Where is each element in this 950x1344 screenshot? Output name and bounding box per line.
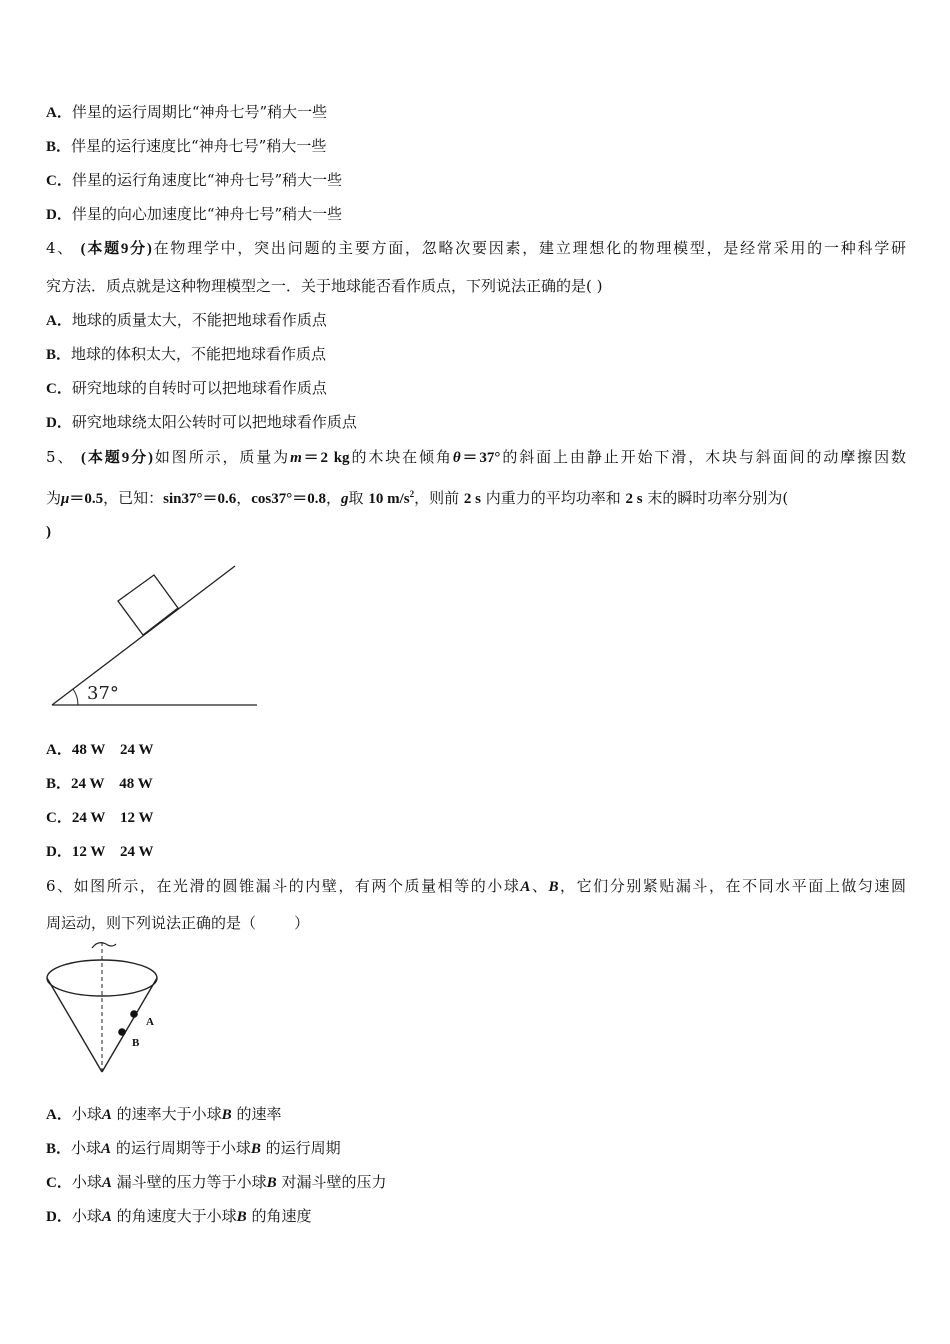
q5-text: 如图所示，质量为 — [153, 448, 291, 466]
ball-b — [118, 1028, 126, 1036]
q5-mass-value: ＝2 kg — [301, 450, 350, 466]
option-text: 小球 — [71, 1207, 102, 1225]
option-text: 24 W 48 W — [71, 776, 153, 792]
incline-figure — [40, 560, 300, 720]
q3-option-a — [46, 102, 327, 123]
option-text: 地球的体积太大，不能把地球看作质点 — [71, 345, 327, 363]
funnel-figure — [42, 938, 172, 1078]
angle-arc — [73, 689, 78, 705]
q5-option-c — [46, 807, 154, 828]
q5-time-1: 2 s — [463, 491, 481, 507]
q5-g-value: 10 m/s — [368, 491, 410, 507]
q5-text: ，则前 — [414, 489, 460, 507]
q6-option-b — [46, 1138, 341, 1159]
q5-text: 末的瞬时功率分别为( — [647, 489, 789, 507]
option-letter: A． — [46, 313, 72, 329]
option-text: 24 W 12 W — [71, 810, 154, 826]
option-var: B — [250, 1141, 261, 1157]
q4-stem-line1 — [46, 238, 906, 259]
q3-option-c — [46, 170, 342, 191]
option-text: 的速率大于小球 — [116, 1105, 222, 1123]
option-text: 48 W 24 W — [71, 742, 154, 758]
option-letter: B． — [46, 1141, 72, 1157]
q4-option-d — [46, 412, 357, 433]
option-letter: C． — [46, 381, 72, 397]
q6-separator: 、 — [530, 877, 549, 895]
option-var: B — [221, 1107, 232, 1123]
ball-b-label: B — [132, 1037, 140, 1049]
rotation-arrow — [92, 943, 116, 948]
option-text: 的运行周期 — [265, 1139, 341, 1157]
ball-a — [130, 1010, 138, 1018]
option-text: 对漏斗壁的压力 — [281, 1173, 387, 1191]
option-text: 的角速度大于小球 — [116, 1207, 237, 1225]
option-text: 伴星的运行角速度比“神舟七号”稍大一些 — [71, 171, 343, 189]
option-var: B — [266, 1175, 277, 1191]
q5-tag: (本题9分) — [81, 450, 153, 466]
q4-option-a — [46, 310, 327, 331]
option-letter: C． — [46, 1175, 72, 1191]
option-var: A — [101, 1141, 112, 1157]
option-text: 小球 — [71, 1173, 102, 1191]
q6-text: 6、如图所示，在光滑的圆锥漏斗的内壁，有两个质量相等的小球 — [46, 877, 521, 895]
option-text: 的运行周期等于小球 — [115, 1139, 251, 1157]
q5-text: ，已知： — [103, 489, 164, 507]
q6-option-d — [46, 1206, 311, 1227]
funnel-wall-left — [47, 978, 102, 1072]
option-letter: A． — [46, 105, 72, 121]
q5-mu-symbol: μ — [61, 491, 70, 507]
q5-mass-symbol: m — [290, 450, 302, 466]
wooden-block — [118, 575, 178, 635]
option-letter: D． — [46, 415, 72, 431]
option-text: 小球 — [71, 1105, 102, 1123]
q5-stem-line1 — [46, 447, 906, 468]
option-text: 地球的质量太大，不能把地球看作质点 — [71, 311, 327, 329]
q6-ball-b: B — [548, 879, 559, 895]
option-letter: B． — [46, 139, 72, 155]
q5-text: ， — [326, 489, 342, 507]
q5-option-d — [46, 841, 154, 862]
q5-stem-line3: ) — [46, 524, 51, 540]
q6-stem-line2: 周运动，则下列说法正确的是（ ） — [46, 914, 310, 932]
q6-option-c — [46, 1172, 386, 1193]
option-letter: B． — [46, 776, 72, 792]
option-text: 12 W 24 W — [71, 844, 154, 860]
option-text: 漏斗壁的压力等于小球 — [116, 1173, 267, 1191]
q5-text: 取 — [348, 489, 364, 507]
q6-stem-line1 — [46, 876, 906, 897]
option-text: 研究地球的自转时可以把地球看作质点 — [71, 379, 327, 397]
angle-label: 37° — [87, 683, 119, 704]
option-var: A — [101, 1209, 112, 1225]
option-letter: B． — [46, 347, 72, 363]
q5-cos-value: cos37°＝0.8 — [251, 491, 327, 507]
ball-a-label: A — [146, 1016, 154, 1028]
q3-option-b — [46, 136, 326, 157]
option-letter: D． — [46, 207, 72, 223]
q5-text: 的斜面上由静止开始下滑，木块与斜面间的动摩擦因数 — [500, 448, 906, 466]
option-var: A — [101, 1107, 112, 1123]
q5-g-symbol: g — [341, 491, 349, 507]
q5-mu-value: ＝0.5 — [69, 491, 104, 507]
option-letter: A． — [46, 742, 72, 758]
option-text: 伴星的运行速度比“神舟七号”稍大一些 — [71, 137, 327, 155]
q5-text: 为 — [46, 489, 62, 507]
q3-option-d — [46, 204, 342, 225]
option-text: 伴星的向心加速度比“神舟七号”稍大一些 — [71, 205, 343, 223]
q4-option-b — [46, 344, 326, 365]
q4-tag: (本题9分) — [80, 241, 152, 257]
option-text: 研究地球绕太阳公转时可以把地球看作质点 — [71, 413, 357, 431]
q5-time-2: 2 s — [625, 491, 643, 507]
q4-number: 4、 — [46, 239, 75, 257]
option-letter: D． — [46, 1209, 72, 1225]
q5-option-a — [46, 739, 154, 760]
q4-text-1: 在物理学中，突出问题的主要方面，忽略次要因素，建立理想化的物理模型，是经常采用的一种科学研 — [151, 239, 906, 257]
q5-theta-symbol: θ — [452, 450, 461, 466]
q5-option-b — [46, 773, 153, 794]
incline-slope-line — [52, 566, 235, 705]
option-var: B — [236, 1209, 247, 1225]
q5-number: 5、 — [46, 448, 75, 466]
option-text: 的角速度 — [251, 1207, 312, 1225]
q6-ball-a: A — [520, 879, 531, 895]
option-letter: D． — [46, 844, 72, 860]
q5-stem-line2 — [46, 484, 906, 509]
option-text: 伴星的运行周期比“神舟七号”稍大一些 — [71, 103, 328, 121]
q5-angle-value: ＝37° — [460, 450, 501, 466]
q5-g-superscript: 2 — [409, 489, 415, 499]
q6-text: ，它们分别紧贴漏斗，在不同水平面上做匀速圆 — [558, 877, 906, 895]
q5-text: ， — [236, 489, 252, 507]
q6-option-a — [46, 1104, 281, 1125]
q5-sin-value: sin37°＝0.6 — [163, 491, 237, 507]
option-letter: C． — [46, 173, 72, 189]
option-text: 小球 — [71, 1139, 102, 1157]
option-letter: A． — [46, 1107, 72, 1123]
option-letter: C． — [46, 810, 72, 826]
option-var: A — [101, 1175, 112, 1191]
q5-text: 的木块在倾角 — [349, 448, 453, 466]
q4-option-c — [46, 378, 327, 399]
option-text: 的速率 — [236, 1105, 282, 1123]
q5-text: 内重力的平均功率和 — [485, 489, 621, 507]
q4-stem-line2: 究方法．质点就是这种物理模型之一．关于地球能否看作质点，下列说法正确的是( ) — [46, 277, 603, 295]
